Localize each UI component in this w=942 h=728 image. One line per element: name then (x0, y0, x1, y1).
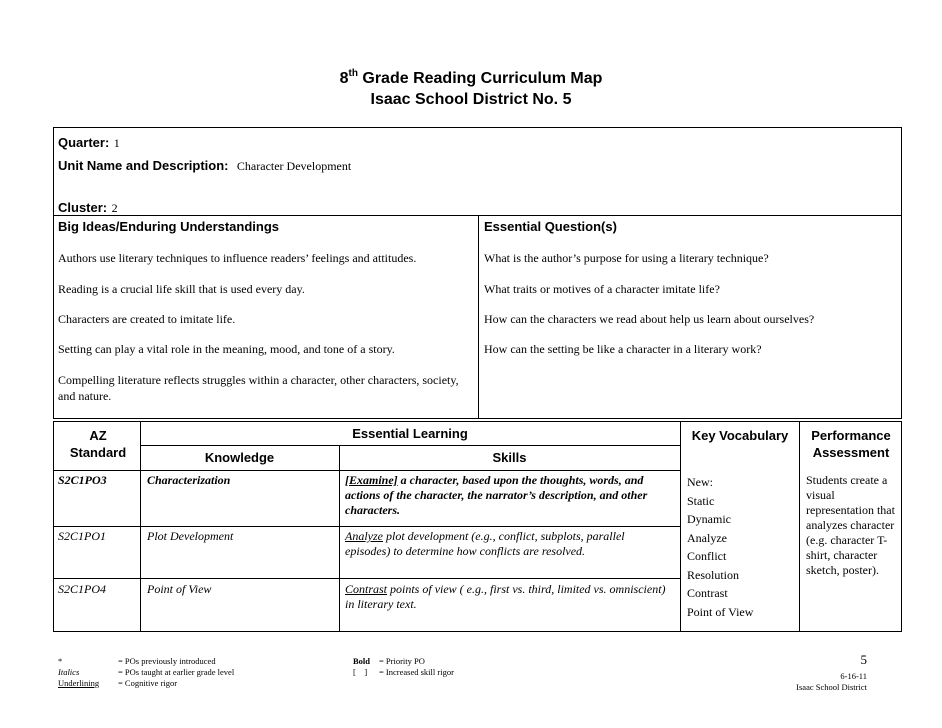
table-row-standard: S2C1PO4 (58, 582, 106, 596)
skill-text: a character, based upon the thoughts, words, and actions of the character, the narrator’s description, and other characters. (345, 473, 648, 517)
vocabulary-item: Resolution (687, 567, 740, 582)
essential-question-item: What is the author’s purpose for using a literary technique? (484, 251, 769, 265)
vocabulary-item: Point of View (687, 604, 754, 619)
legend-key: * (58, 656, 63, 666)
essential-question-item: How can the setting be like a character in a literary work? (484, 342, 762, 356)
unit-row (58, 157, 351, 175)
assessment-text: Students create a visual representation that analyzes character (e.g. character T-shirt, character sketch, poster). (806, 473, 895, 577)
table-row-knowledge: Characterization (147, 473, 231, 487)
big-idea-item: Compelling literature reflects struggles within a character, other characters, society, and nature. (58, 373, 459, 403)
unit-label: Unit Name and Description: (58, 158, 229, 173)
title-line-2: Isaac School District No. 5 (370, 91, 572, 108)
skill-text: points of view ( e.g., first vs. third, limited vs. omniscient) in literary text. (345, 582, 666, 611)
vocabulary-item: Contrast (687, 586, 728, 600)
legend-left (58, 656, 234, 689)
vocabulary-item: Dynamic (687, 512, 731, 526)
legend-text: = Priority PO (379, 656, 425, 666)
legend-text: = POs taught at earlier grade level (118, 667, 235, 677)
footer-district: Isaac School District (796, 682, 867, 692)
key-vocabulary-header: Key Vocabulary (691, 428, 789, 443)
cluster-row (58, 199, 118, 217)
skill-verb: Contrast (345, 582, 388, 596)
quarter-label: Quarter: (58, 135, 110, 150)
performance-assessment-header: Performance Assessment (811, 428, 891, 460)
legend-key: Bold (353, 656, 371, 666)
big-idea-item: Reading is a crucial life skill that is used every day. (58, 282, 305, 296)
essential-learning-header: Essential Learning (352, 426, 468, 441)
legend-key: Italics (58, 667, 80, 677)
essential-question-item: What traits or motives of a character imitate life? (484, 282, 720, 296)
document-title (0, 68, 942, 110)
cluster-label: Cluster: (58, 200, 108, 215)
vocabulary-list (687, 473, 795, 621)
az-standard-header: AZ Standard (69, 428, 127, 460)
table-row-knowledge: Plot Development (147, 529, 234, 543)
essential-question-item: How can the characters we read about help us learn about ourselves? (484, 312, 815, 326)
unit-value: Character Development (236, 159, 352, 173)
big-idea-item: Characters are created to imitate life. (58, 312, 236, 326)
big-ideas-heading: Big Ideas/Enduring Understandings (58, 219, 280, 234)
skill-verb: [Examine] (345, 473, 398, 487)
page-number: 5 (860, 652, 867, 667)
table-row-knowledge: Point of View (147, 582, 212, 596)
skill-verb: Analyze (345, 529, 383, 543)
table-row-skill (345, 473, 675, 518)
legend-text: = POs previously introduced (118, 656, 216, 666)
skill-text: plot development (e.g., conflict, subplots, parallel episodes) to determine how conflicts are resolved. (345, 529, 625, 558)
legend-text: = Increased skill rigor (379, 667, 454, 677)
cluster-value: 2 (111, 201, 118, 215)
vocabulary-item: Static (687, 493, 715, 508)
table-row-standard: S2C1PO1 (58, 529, 106, 543)
knowledge-header: Knowledge (204, 450, 275, 465)
quarter-value: 1 (113, 136, 120, 150)
footer-date: 6-16-11 (840, 671, 867, 681)
legend-text: = Cognitive rigor (118, 678, 178, 688)
table-row-skill (345, 529, 670, 559)
vocabulary-item: New: (687, 475, 713, 489)
legend-key: Underlining (58, 678, 100, 688)
legend-mid (353, 656, 454, 678)
big-idea-item: Authors use literary techniques to influence readers’ feelings and attitudes. (58, 251, 417, 265)
vocabulary-item: Analyze (687, 530, 727, 545)
title-line-1: 8th Grade Reading Curriculum Map (339, 68, 603, 87)
skills-header: Skills (492, 450, 527, 465)
big-idea-item: Setting can play a vital role in the meaning, mood, and tone of a story. (58, 342, 395, 356)
quarter-row (58, 134, 120, 152)
legend-key: [ ] (353, 667, 368, 677)
table-row-skill (345, 582, 670, 612)
essential-questions-heading: Essential Question(s) (484, 219, 617, 234)
table-row-standard: S2C1PO3 (58, 473, 107, 487)
vocabulary-item: Conflict (687, 549, 727, 563)
